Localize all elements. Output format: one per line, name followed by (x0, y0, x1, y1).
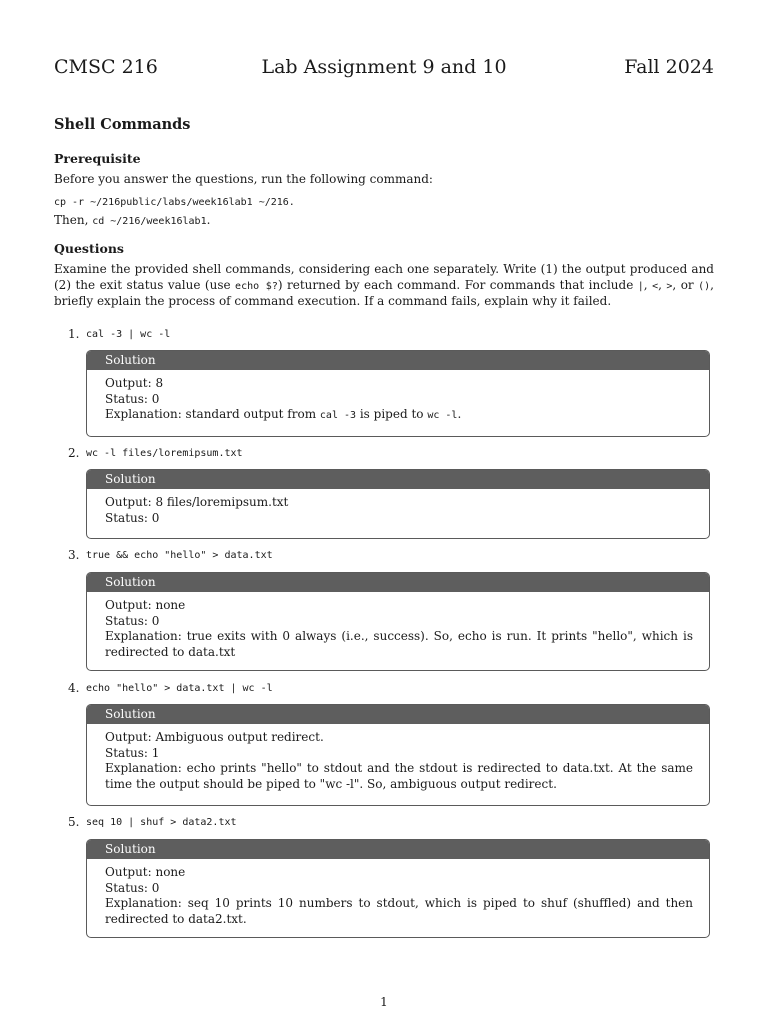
term-label: Fall 2024 (624, 56, 714, 78)
solution-box (86, 704, 710, 806)
solution-title: Solution (87, 470, 709, 489)
question-number: 3. (68, 548, 80, 562)
solution-explanation: Explanation: echo prints "hello" to stdout and the stdout is redirected to data.txt. At the same time the output should be piped to "wc -l". So, ambiguous output redirect. (105, 761, 693, 791)
explanation-text: is piped to (356, 407, 428, 421)
solution-output: Output: none (105, 598, 186, 612)
intro-text: , (643, 277, 653, 292)
solution-title: Solution (87, 705, 709, 724)
solution-status: Status: 1 (105, 745, 160, 760)
course-code: CMSC 216 (54, 56, 158, 78)
intro-code: > (666, 280, 673, 292)
solution-output: Output: Ambiguous output redirect. (105, 730, 324, 744)
solution-box (86, 572, 710, 671)
intro-code: | (637, 280, 644, 292)
intro-text: ) returned by each command. For commands that include (277, 277, 638, 292)
solution-body (87, 724, 709, 798)
intro-text: , (658, 277, 667, 292)
intro-text: Examine the provided shell commands, considering each one separately. Write (1) the output produced and (2) the exit status value (use (54, 262, 714, 292)
prerequisite-intro: Before you answer the questions, run the following command: (54, 172, 433, 186)
question-command: wc -l files/loremipsum.txt (86, 448, 243, 459)
question-command: cal -3 | wc -l (86, 329, 171, 340)
questions-intro (54, 262, 714, 310)
explanation-text: Explanation: standard output from (105, 407, 320, 421)
prerequisite-command: cp -r ~/216public/labs/week16lab1 ~/216. (54, 197, 295, 208)
solution-explanation (105, 407, 693, 424)
section-title: Shell Commands (54, 116, 191, 133)
then-suffix: . (206, 213, 211, 227)
intro-code: () (698, 280, 711, 292)
question-number: 5. (68, 815, 80, 829)
solution-status: Status: 0 (105, 880, 160, 895)
solution-title: Solution (87, 840, 709, 859)
explanation-code: wc -l (427, 410, 458, 421)
question-number: 4. (68, 681, 80, 695)
solution-body (87, 370, 709, 430)
page-header (54, 56, 714, 82)
solution-box (86, 350, 710, 437)
solution-body (87, 859, 709, 933)
question-number: 2. (68, 446, 80, 460)
intro-text: , or (672, 277, 699, 292)
solution-body (87, 592, 709, 666)
then-prefix: Then, (54, 213, 93, 227)
intro-code: < (652, 280, 659, 292)
solution-output: Output: none (105, 865, 186, 879)
solution-status: Status: 0 (105, 613, 160, 628)
assignment-title: Lab Assignment 9 and 10 (261, 56, 507, 78)
solution-output: Output: 8 files/loremipsum.txt (105, 495, 289, 509)
solution-box (86, 839, 710, 938)
question-command: echo "hello" > data.txt | wc -l (86, 683, 273, 694)
solution-title: Solution (87, 351, 709, 370)
question-number: 1. (68, 327, 80, 341)
solution-output: Output: 8 (105, 376, 164, 390)
prerequisite-heading: Prerequisite (54, 151, 141, 166)
solution-status: Status: 0 (105, 510, 160, 525)
solution-explanation: Explanation: true exits with 0 always (i.e., success). So, echo is run. It prints "hello", which is redirected to data.txt (105, 629, 693, 659)
solution-body (87, 489, 709, 532)
intro-text: , briefly explain the process of command execution. If a command fails, explain why it failed. (54, 277, 714, 308)
page-number: 1 (380, 995, 388, 1009)
solution-status: Status: 0 (105, 391, 160, 406)
intro-code: echo $? (235, 280, 278, 292)
solution-box (86, 469, 710, 539)
questions-heading: Questions (54, 241, 124, 256)
explanation-text: . (457, 407, 462, 421)
then-command: cd ~/216/week16lab1 (92, 216, 207, 227)
question-command: seq 10 | shuf > data2.txt (86, 817, 237, 828)
solution-explanation: Explanation: seq 10 prints 10 numbers to stdout, which is piped to shuf (shuffled) and then redirected to data2.txt. (105, 896, 693, 926)
explanation-code: cal -3 (319, 410, 357, 421)
solution-title: Solution (87, 573, 709, 592)
prerequisite-then (54, 213, 714, 230)
question-command: true && echo "hello" > data.txt (86, 550, 273, 561)
